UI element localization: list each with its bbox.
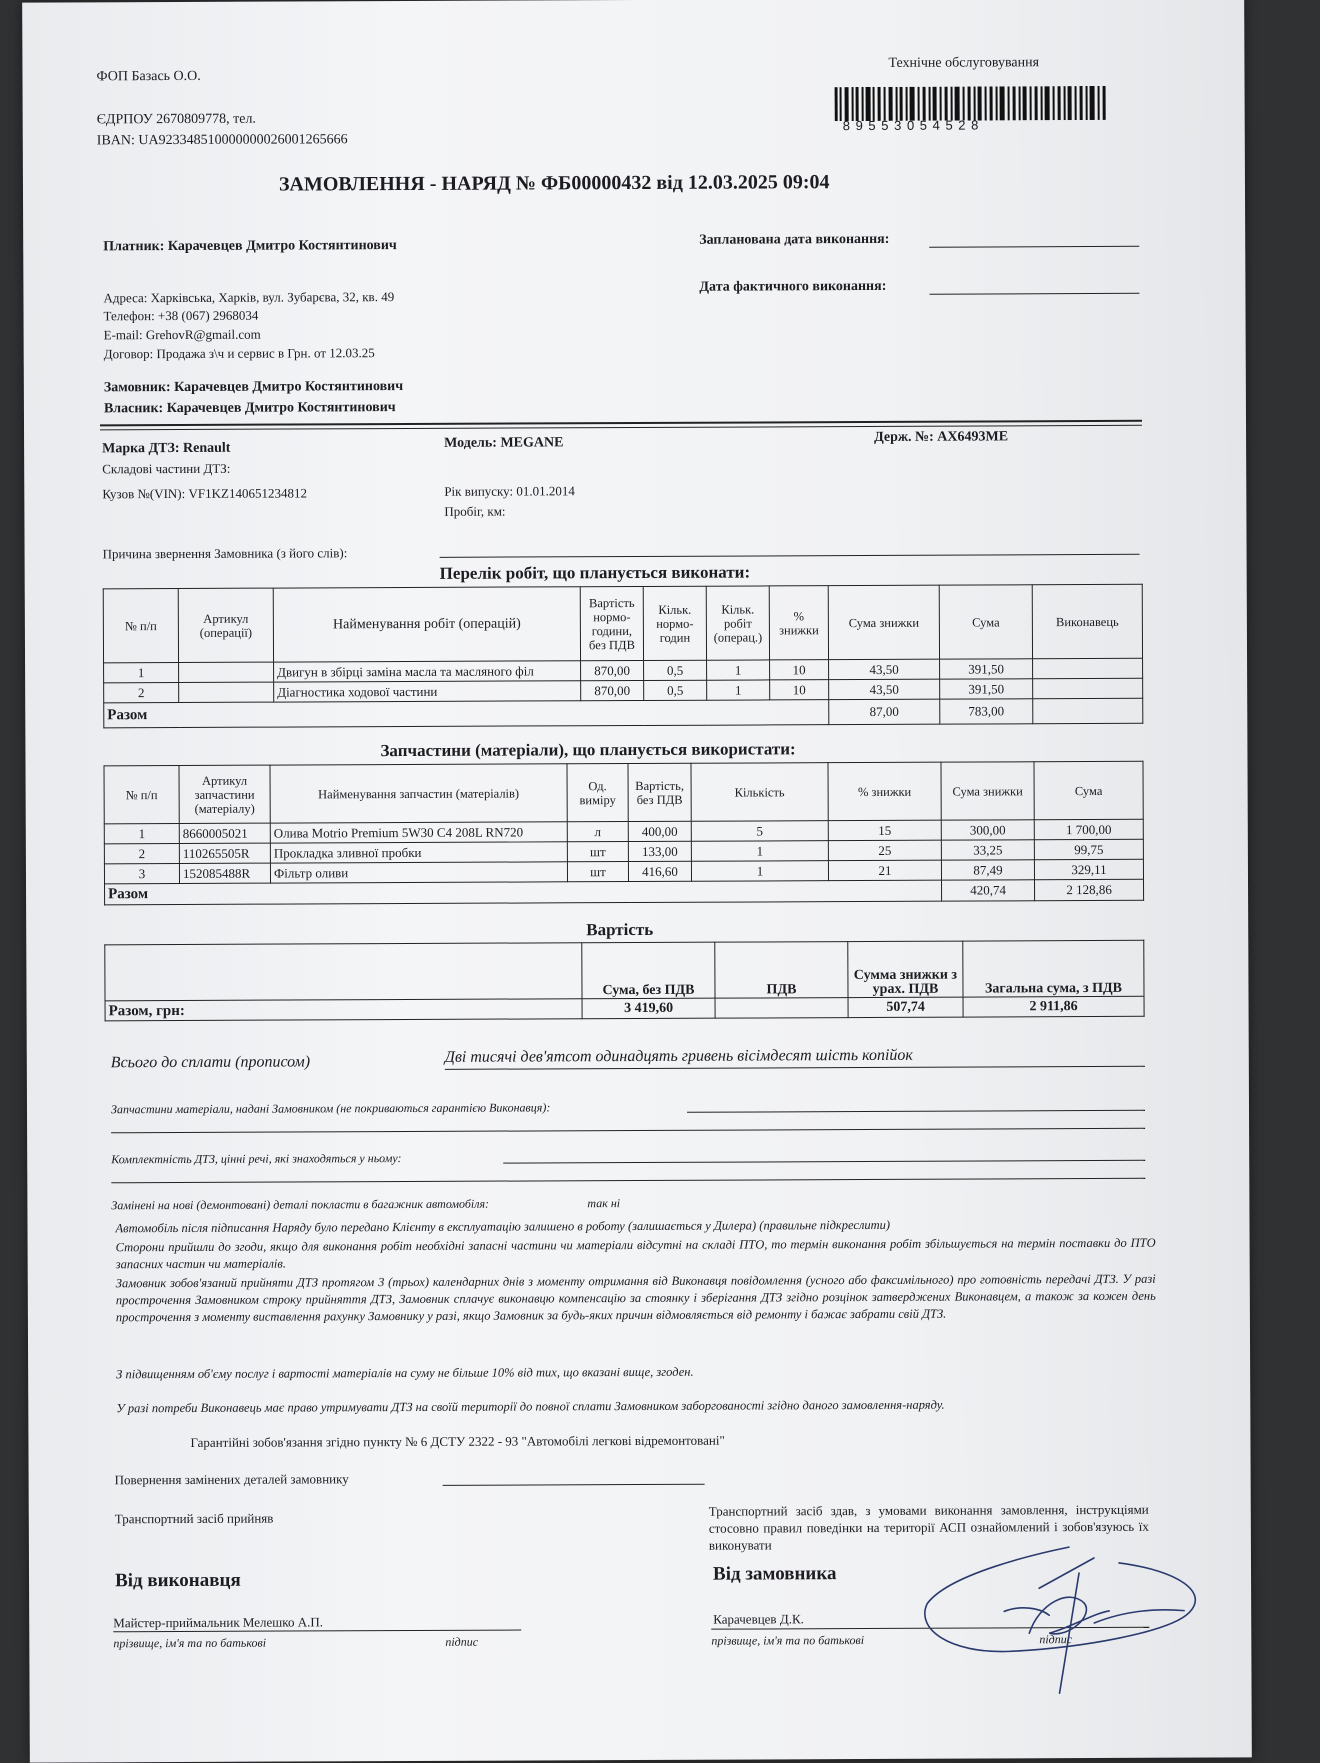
cell: 1	[707, 680, 770, 700]
vehicle-components: Складові частини ДТЗ:	[102, 460, 231, 477]
works-total-row	[104, 698, 1143, 728]
cell: 25	[828, 840, 941, 860]
parts-title: Запчастини (матеріали), що планується використати:	[380, 739, 796, 761]
vehicle-vin: Кузов №(VIN): VF1KZ140651234812	[102, 485, 307, 502]
works-col-header: Виконавець	[1032, 584, 1142, 658]
cost-total: 2 911,86	[963, 996, 1144, 1017]
parts-col-header: Од. виміру	[567, 764, 628, 822]
cost-header-discount: Сумма знижки з урах. ПДВ	[848, 941, 963, 998]
cell: шт	[567, 862, 628, 882]
works-col-header: % знижки	[769, 586, 828, 660]
parts-header-row	[104, 761, 1143, 824]
cell: Діагностика ходової частини	[274, 681, 581, 702]
executor-name: Майстер-приймальник Мелешко А.П.	[113, 1614, 324, 1631]
parts-col-header: % знижки	[828, 762, 941, 820]
terms-paragraph: Автомобіль після підписання Наряду було передано Клієнту в експлуатацію залишено в роботу (залишається у Дилера) (правильне підкреслити)	[115, 1217, 891, 1236]
parts-col-header: Найменування запчастин (матеріалів)	[270, 764, 567, 823]
cell: 87,49	[941, 860, 1034, 880]
cell	[179, 682, 274, 702]
cell: 43,50	[829, 679, 940, 699]
executor-name-hint: прізвище, ім'я та по батькові	[113, 1635, 267, 1651]
parts-total-label: Разом	[105, 880, 942, 905]
cell: 329,11	[1034, 859, 1143, 879]
cell: 21	[828, 860, 941, 880]
completeness-line	[503, 1160, 1145, 1164]
works-header-row	[103, 584, 1142, 663]
parts-total-row	[105, 879, 1144, 905]
cell: 43,50	[829, 659, 940, 679]
cost-sum-no-vat: 3 419,60	[582, 998, 715, 1019]
payer-address: Адреса: Харківська, Харків, вул. Зубарєва, 32, кв. 49	[103, 289, 395, 306]
works-col-header: Сума	[939, 585, 1032, 659]
cell: 3	[104, 863, 179, 883]
works-col-header: Кільк. нормо-годин	[643, 586, 706, 660]
warranty-text: Гарантійні зобов'язання згідно пункту № 6 ДСТУ 2322 - 93 "Автомобілі легкові відремонтовані"	[190, 1432, 725, 1450]
customer-name: Замовник: Карачевцев Дмитро Костянтинович	[103, 379, 404, 396]
cell: 870,00	[581, 680, 644, 700]
parts-col-header: Сума	[1034, 761, 1143, 819]
cell: 300,00	[941, 820, 1034, 840]
iban: IBAN: UA923348510000000026001265666	[96, 132, 348, 149]
cell	[179, 662, 274, 682]
terms-paragraph: З підвищенням об'єму послуг і вартості матеріалів на суму не більше 10% від тих, що вказані вище, згоден.	[116, 1364, 694, 1382]
cell: 1	[104, 662, 179, 682]
in-words-label: Всього до сплати (прописом)	[110, 1053, 311, 1072]
cell: Фільтр оливи	[270, 862, 567, 883]
customer-sign-hint: підпис	[1039, 1632, 1073, 1647]
cost-row-label: Разом, грн:	[105, 999, 582, 1021]
customer-signature-image	[919, 1533, 1210, 1704]
actual-date-label: Дата фактичного виконання:	[699, 278, 887, 295]
terms-paragraph: Сторони прийшли до згоди, якщо для виконання робіт необхідні запасні частини чи матеріали відсутні на складі ПТО, то термін виконання робіт збільшується на термін поставки до ПТО запасних частин чи матеріалів.	[115, 1235, 1156, 1272]
vehicle-year: Рік випуску: 01.01.2014	[444, 483, 575, 499]
works-total-sum: 783,00	[940, 699, 1033, 724]
cell: 33,25	[941, 840, 1034, 860]
vehicle-plate: Держ. №: АХ6493МЕ	[874, 429, 1009, 445]
works-col-header: Артикул (операції)	[178, 588, 273, 662]
cell: 133,00	[628, 841, 691, 861]
edrpou: ЄДРПОУ 2670809778, тел.	[96, 111, 256, 128]
works-col-header: Найменування робіт (операцій)	[273, 587, 580, 662]
works-total-label: Разом	[104, 700, 829, 728]
cost-row	[105, 996, 1144, 1021]
works-col-header: Вартість нормо-години, без ПДВ	[580, 586, 643, 660]
payer-contract: Договор: Продажа з\ч и сервис в Грн. от 12.03.25	[103, 345, 375, 362]
cell: Двигун в збірці заміна масла та масляного філ	[274, 661, 581, 682]
return-parts-label: Повернення замінених деталей замовнику	[114, 1471, 349, 1488]
cell	[1033, 678, 1143, 698]
service-type: Технічне обслуговування	[888, 55, 1040, 71]
customer-parts-line	[687, 1110, 1145, 1113]
cost-header-row	[105, 940, 1144, 1001]
works-col-header: Сума знижки	[828, 585, 939, 659]
cost-header-vat: ПДВ	[715, 942, 848, 999]
customer-parts-label: Запчастини матеріали, надані Замовником (не покриваються гарантією Виконавця):	[110, 1100, 551, 1117]
cell: 391,50	[940, 679, 1033, 699]
cell: 870,00	[581, 660, 644, 680]
cell	[1033, 698, 1143, 723]
cell: 8660005021	[179, 823, 270, 843]
works-col-header: Кільк. робіт (операц.)	[706, 586, 769, 660]
cell: 10	[770, 660, 829, 680]
document-title: ЗАМОВЛЕННЯ - НАРЯД № ФБ00000432 від 12.03.2025 09:04	[278, 171, 830, 196]
cell: 5	[691, 821, 828, 842]
cell: 2	[104, 843, 179, 863]
payer-name: Платник: Карачевцев Дмитро Костянтинович	[103, 238, 397, 255]
in-words-line	[445, 1066, 1145, 1070]
payer-email: E-mail: GrehovR@gmail.com	[103, 326, 261, 343]
vehicle-brand: Марка ДТЗ: Renault	[102, 440, 231, 457]
cost-title: Вартість	[586, 919, 654, 940]
vehicle-accepted-label: Транспортний засіб прийняв	[114, 1510, 274, 1527]
visit-reason-line	[440, 554, 1140, 558]
parts-total-sum: 2 128,86	[1035, 879, 1144, 900]
cell: 1	[691, 861, 828, 882]
parts-col-header: Кількість	[691, 763, 828, 822]
parts-table	[103, 761, 1144, 906]
cell: Олива Motrio Premium 5W30 C4 208L RN720	[270, 822, 567, 843]
cell: 110265505R	[179, 843, 270, 863]
cell: 0,5	[644, 680, 707, 700]
cell: 15	[828, 820, 941, 840]
vehicle-mileage: Пробіг, км:	[444, 503, 506, 519]
cell: 152085488R	[179, 863, 270, 883]
cost-vat	[715, 998, 848, 1019]
vehicle-handed-text: Транспортний засіб здав, з умовами виконання замовлення, інструкціями стосовно правил поведінки на території АСП ознайомлений і зобов'язуюсь їх виконувати	[708, 1501, 1149, 1553]
cell: 1	[104, 823, 179, 843]
works-title: Перелік робіт, що планується виконати:	[439, 562, 751, 583]
cell: 1	[691, 841, 828, 862]
barcode-image	[835, 86, 1109, 121]
barcode-number: 8 9 5 5 3 0 5 4 5 2 8	[842, 117, 980, 134]
cell	[105, 943, 582, 1001]
customer-name-hint: прізвище, ім'я та по батькові	[711, 1633, 865, 1648]
cell: 2	[104, 682, 179, 702]
cell: 391,50	[940, 659, 1033, 679]
cost-header-sum: Сума, без ПДВ	[582, 942, 715, 999]
customer-parts-line-2	[111, 1128, 1145, 1134]
cell: 1	[707, 660, 770, 680]
return-parts-line	[443, 1484, 705, 1486]
parts-total-discount: 420,74	[942, 880, 1035, 901]
cell: 1 700,00	[1034, 819, 1143, 839]
parts-col-header: Артикул запчастини (матеріалу)	[179, 765, 270, 823]
replaced-parts-label: Замінені на нові (демонтовані) деталі покласти в багажник автомобіля:	[111, 1196, 490, 1213]
payer-phone: Телефон: +38 (067) 2968034	[103, 307, 259, 324]
cell	[1033, 658, 1143, 678]
cost-header-total: Загальна сума, з ПДВ	[963, 940, 1144, 997]
cost-discount: 507,74	[848, 997, 963, 1018]
cell: Прокладка зливної пробки	[270, 842, 567, 863]
completeness-line-2	[111, 1178, 1145, 1184]
cell: 99,75	[1034, 839, 1143, 859]
replaced-parts-options: так ні	[587, 1196, 621, 1211]
terms-paragraph: Замовник зобов'язаний прийняти ДТЗ протягом 3 (трьох) календарних днів з моменту отримання від Виконавця повідомлення (усного або факсимільного) про готовність передачі ДТЗ. У разі прострочення Замовником строку прийняття ДТЗ, Замовник сплачує виконавцю компенсацію за стоянку і зберігання ДТЗ згідно розцінок затверджених Виконавцем, а також за кожен день прострочення з моменту виставлення рахунку Замовнику у разі, якщо Замовник за будь-яких причин відмовляється від ремонту і бажає забрати свій ДТЗ.	[115, 1271, 1156, 1325]
cell: 0,5	[644, 660, 707, 680]
visit-reason-label: Причина звернення Замовника (з його слів):	[102, 545, 348, 562]
works-table	[103, 584, 1144, 729]
parts-col-header: № п/п	[104, 765, 179, 823]
cell: 10	[770, 680, 829, 700]
in-words-value: Дві тисячі дев'ятсот одинадцять гривень вісімдесят шість копійок	[444, 1046, 913, 1066]
cell: 400,00	[628, 821, 691, 841]
works-col-header: № п/п	[103, 588, 178, 662]
customer-title: Від замовника	[712, 1563, 837, 1585]
cell: 416,60	[628, 861, 691, 881]
terms-paragraph: У разі потреби Виконавець має право утримувати ДТЗ на своїй території до повної сплати Замовником заборгованості згідно даного замовлення-наряду.	[116, 1397, 945, 1416]
customer-sign-name: Карачевцев Д.К.	[713, 1611, 804, 1627]
cell: шт	[567, 842, 628, 862]
parts-col-header: Сума знижки	[941, 762, 1034, 820]
executor-sign-hint: підпис	[445, 1634, 479, 1649]
vehicle-model: Модель: MEGANE	[444, 435, 564, 451]
company-name: ФОП Базась О.О.	[96, 68, 201, 85]
planned-date-label: Запланована дата виконання:	[699, 231, 890, 248]
actual-date-line	[929, 293, 1139, 295]
cost-table	[104, 940, 1144, 1022]
owner-name: Власник: Карачевцев Дмитро Костянтинович	[103, 400, 396, 417]
completeness-label: Комплектність ДТЗ, цінні речі, які знаходяться у ньому:	[111, 1151, 402, 1167]
parts-col-header: Вартість, без ПДВ	[628, 763, 691, 821]
works-total-discount: 87,00	[829, 699, 940, 724]
cell: л	[567, 822, 628, 842]
executor-title: Від виконавця	[115, 1569, 241, 1592]
planned-date-line	[929, 246, 1139, 248]
document-page	[22, 0, 1252, 1763]
